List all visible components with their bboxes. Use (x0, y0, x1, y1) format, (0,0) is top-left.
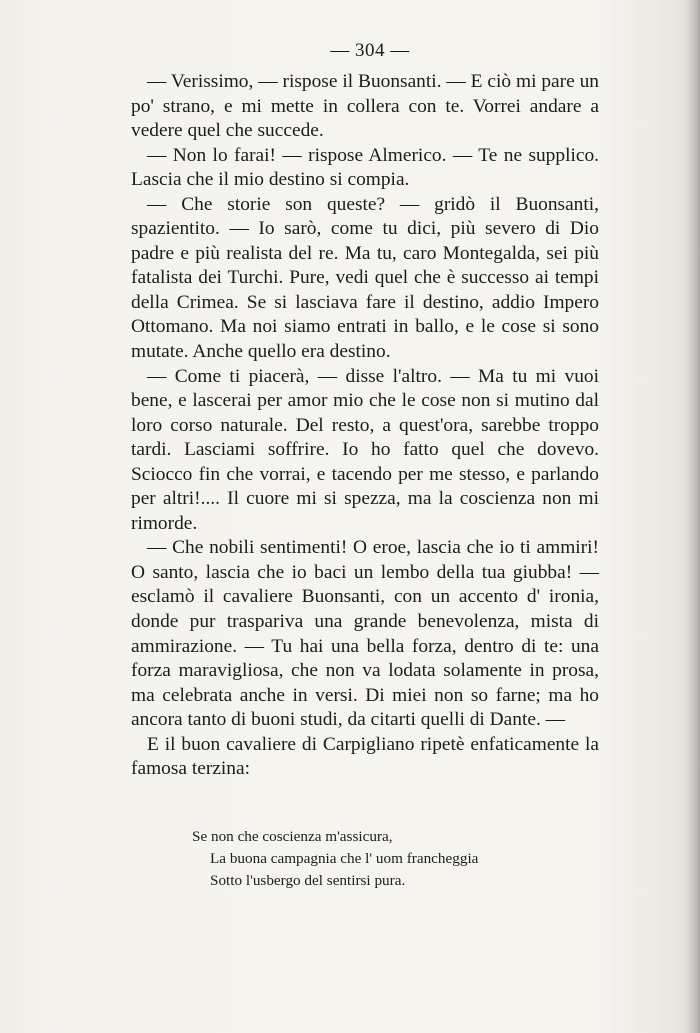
verse-line: Sotto l'usbergo del sentirsi pura. (210, 872, 406, 889)
verse-line: La buona campagnia che l' uom francheggia (210, 850, 479, 867)
page-edge-shadow (686, 0, 700, 1033)
verse-line: Se non che coscienza m'assicura, (192, 828, 393, 845)
body-text (131, 70, 599, 782)
paragraph: — Verissimo, — rispose il Buonsanti. — E ciò mi pare un po' strano, e mi mette in collera con te. Vorrei andare a vedere quel che succede. (131, 71, 599, 142)
paragraph: E il buon cavaliere di Carpigliano ripetè enfaticamente la famosa terzina: (131, 733, 599, 780)
paragraph: — Come ti piacerà, — disse l'altro. — Ma tu mi vuoi bene, e lascerai per amor mio che le cose non si mutino dal loro corso naturale. Del resto, a quest'ora, sarebbe troppo tardi. Lasciami soffrire. Io ho fatto quel che dovevo. Sciocco fin che vorrai, e tacendo per me stesso, e parlando per altri!.... Il cuore mi si spezza, ma la coscienza non mi rimorde. (131, 365, 599, 534)
verse-quotation (192, 826, 552, 892)
paragraph: — Che nobili sentimenti! O eroe, lascia che io ti ammiri! O santo, lascia che io baci un lembo della tua giubba! — esclamò il cavaliere Buonsanti, con un accento d' ironia, donde pur traspariva una grande benevolenza, mista di ammirazione. — Tu hai una bella forza, dentro di te: una forza maravigliosa, che non va lodata solamente in prosa, ma celebrata anche in versi. Di miei non so farne; ma ho ancora tanto di buoni studi, da citarti quelli di Dante. — (131, 537, 599, 731)
paragraph: — Non lo farai! — rispose Almerico. — Te ne supplico. Lascia che il mio destino si compia. (131, 144, 599, 191)
page-number: — 304 — (330, 40, 410, 61)
paragraph: — Che storie son queste? — gridò il Buonsanti, spazientito. — Io sarò, come tu dici, più severo di Dio padre e più realista del re. Ma tu, caro Montegalda, sei più fatalista dei Turchi. Pure, vedi quel che è successo ai tempi della Crimea. Se si lasciava fare il destino, addio Impero Ottomano. Ma noi siamo entrati in ballo, e le cose si sono mutate. Anche quello era destino. (131, 193, 599, 363)
